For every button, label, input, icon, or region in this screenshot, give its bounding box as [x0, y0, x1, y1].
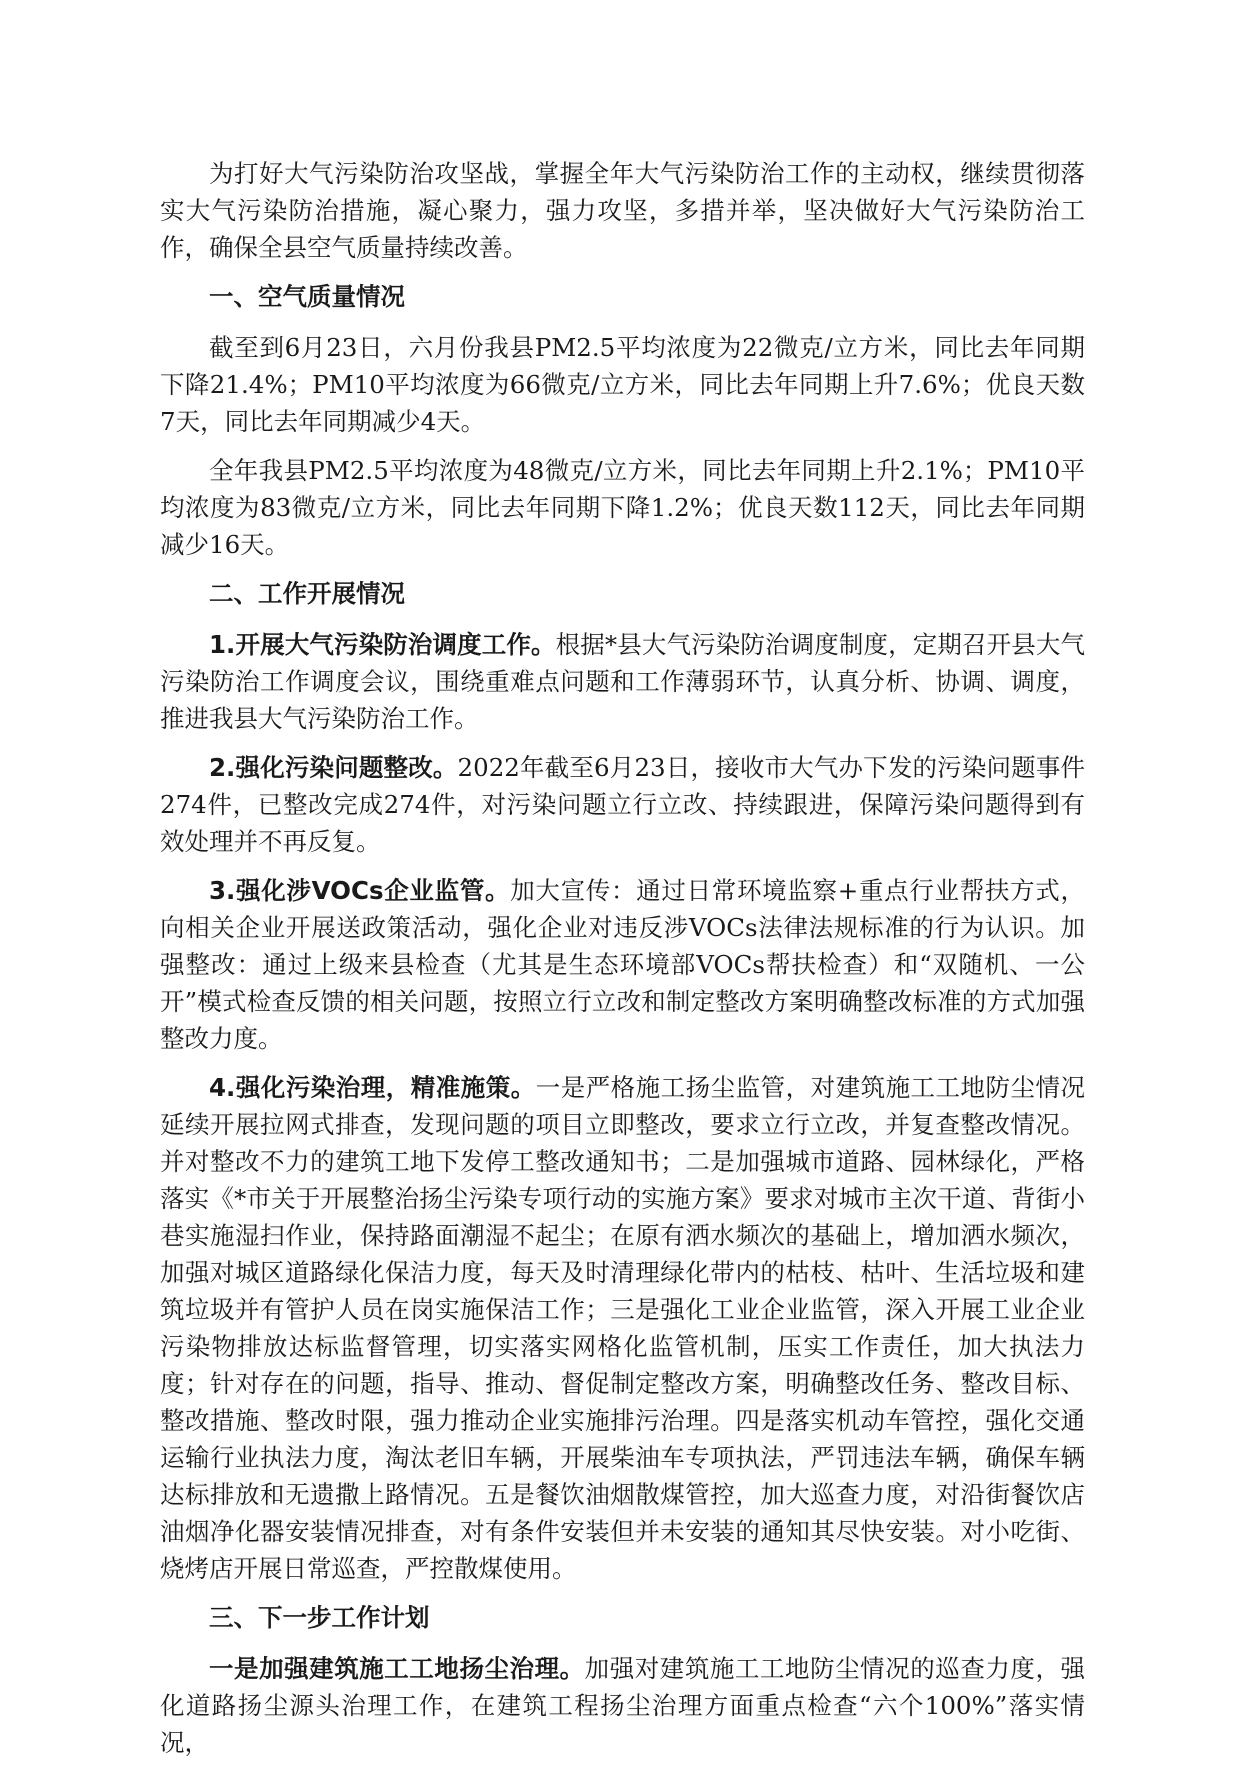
- paragraph-june-air-quality: [160, 329, 1085, 440]
- document-page: [160, 155, 1085, 1773]
- paragraph-lead: 3.强化涉VOCs企业监管。: [209, 876, 511, 905]
- paragraph-text: 2022年截至6月23日，接收市大气办下发的污染问题事件274件，已整改完成274件，对污染问题立行立改、持续跟进，保障污染问题得到有效处理并不再反复。: [160, 753, 1085, 856]
- paragraph-lead: 一是加强建筑施工工地扬尘治理。: [209, 1654, 585, 1683]
- section-heading-air-quality: 一、空气质量情况: [209, 282, 405, 311]
- paragraph-text: 加强对建筑施工工地防尘情况的巡查力度，强化道路扬尘源头治理工作，在建筑工程扬尘治理方面重点检查“六个100%”落实情况，: [160, 1654, 1086, 1757]
- paragraph-item-3: [160, 872, 1085, 1057]
- section-heading-next-steps: 三、下一步工作计划: [209, 1603, 430, 1632]
- intro-paragraph: 为打好大气污染防治攻坚战，掌握全年大气污染防治工作的主动权，继续贯彻落实大气污染防治措施，凝心聚力，强力攻坚，多措并举，坚决做好大气污染防治工作，确保全县空气质量持续改善。: [160, 159, 1085, 262]
- paragraph-text: 全年我县PM2.5平均浓度为48微克/立方米，同比去年同期上升2.1%；PM10平均浓度为83微克/立方米，同比去年同期下降1.2%；优良天数112天，同比去年同期减少16天。: [160, 456, 1085, 559]
- paragraph-text: 一是严格施工扬尘监管，对建筑施工工地防尘情况延续开展拉网式排查，发现问题的项目立即整改，要求立行立改，并复查整改情况。并对整改不力的建筑工地下发停工整改通知书；二是加强城市道路、园林绿化，严格落实《*市关于开展整治扬尘污染专项行动的实施方案》要求对城市主次干道、背街小巷实施湿扫作业，保持路面潮湿不起尘；在原有洒水频次的基础上，增加洒水频次，加强对城区道路绿化保洁力度，每天及时清理绿化带内的枯枝、枯叶、生活垃圾和建筑垃圾并有管护人员在岗实施保洁工作；三是强化工业企业监管，深入开展工业企业污染物排放达标监督管理，切实落实网格化监管机制，压实工作责任，加大执法力度；针对存在的问题，指导、推动、督促制定整改方案，明确整改任务、整改目标、整改措施、整改时限，强力推动企业实施排污治理。四是落实机动车管控，强化交通运输行业执法力度，淘汰老旧车辆，开展柴油车专项执法，严罚违法车辆，确保车辆达标排放和无遗撒上路情况。五是餐饮油烟散煤管控，加大巡查力度，对沿街餐饮店油烟净化器安装情况排查，对有条件安装但并未安装的通知其尽快安装。对小吃街、烧烤店开展日常巡查，严控散煤使用。: [160, 1073, 1085, 1583]
- paragraph-item-2: [160, 749, 1085, 860]
- paragraph-text: 截至到6月23日，六月份我县PM2.5平均浓度为22微克/立方米，同比去年同期下降21.4%；PM10平均浓度为66微克/立方米，同比去年同期上升7.6%；优良天数7天，同比去年同期减少4天。: [160, 333, 1085, 436]
- paragraph-annual-air-quality: [160, 452, 1085, 563]
- paragraph-text: 加大宣传：通过日常环境监察+重点行业帮扶方式，向相关企业开展送政策活动，强化企业对违反涉VOCs法律法规标准的行为认识。加强整改：通过上级来县检查（尤其是生态环境部VOCs帮扶检查）和“双随机、一公开”模式检查反馈的相关问题，按照立行立改和制定整改方案明确整改标准的方式加强整改力度。: [160, 876, 1085, 1053]
- paragraph-lead: 4.强化污染治理，精准施策。: [209, 1073, 536, 1102]
- section-heading-work-progress: 二、工作开展情况: [209, 579, 405, 608]
- paragraph-lead: 2.强化污染问题整改。: [209, 753, 458, 782]
- paragraph-lead: 1.开展大气污染防治调度工作。: [209, 630, 556, 659]
- paragraph-item-1: [160, 626, 1085, 737]
- paragraph-item-4: [160, 1069, 1085, 1587]
- paragraph-text: 根据*县大气污染防治调度制度，定期召开县大气污染防治工作调度会议，围绕重难点问题和工作薄弱环节，认真分析、协调、调度，推进我县大气污染防治工作。: [160, 630, 1085, 733]
- paragraph-next-step-1: [160, 1650, 1085, 1761]
